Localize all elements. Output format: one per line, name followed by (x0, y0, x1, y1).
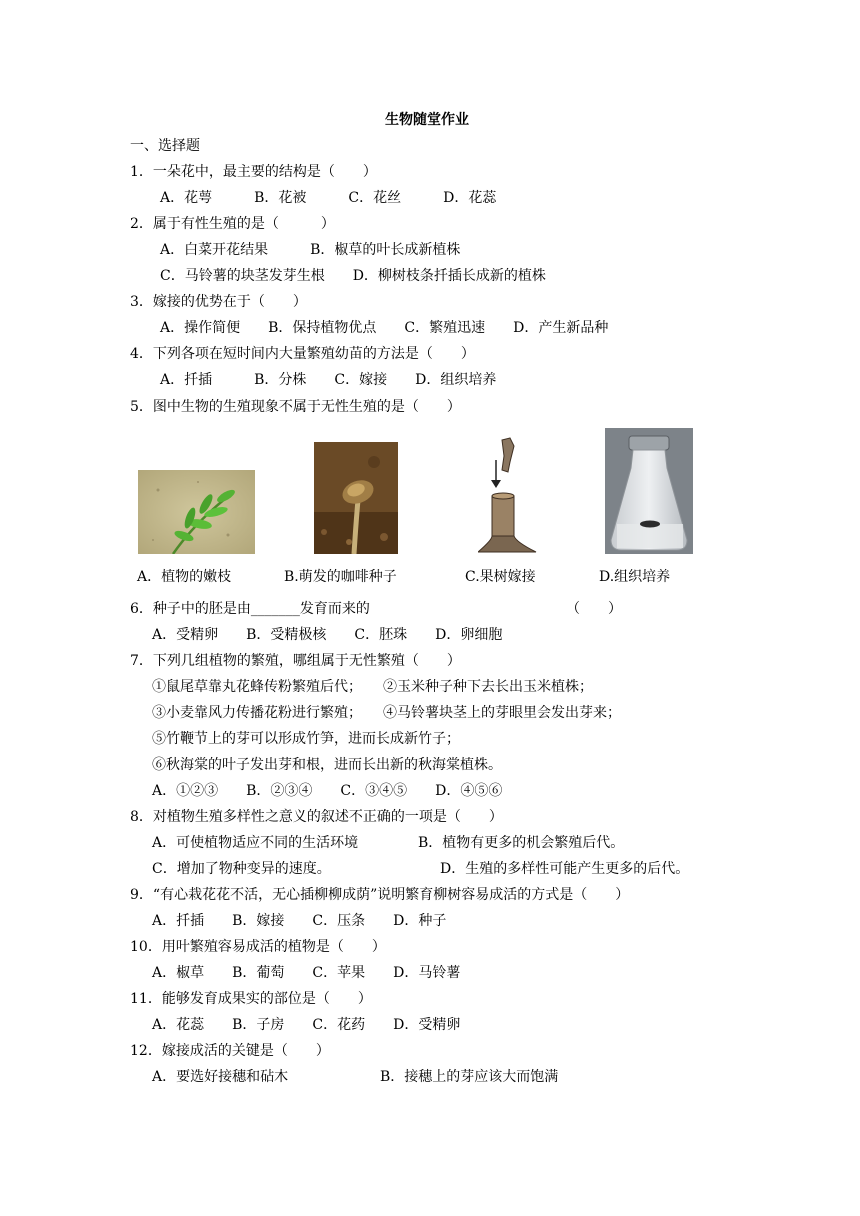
question-1-stem: 1．一朵花中，最主要的结构是（ ） (130, 164, 377, 180)
question-2-options-row2: C．马铃薯的块茎发芽生根 D．柳树枝条扦插长成新的植株 (160, 268, 546, 284)
question-7-options: A．①②③ B．②③④ C．③④⑤ D．④⑤⑥ (152, 783, 503, 799)
question-10-options: A．椒草 B．葡萄 C．苹果 D．马铃薯 (152, 965, 461, 981)
question-4-stem: 4．下列各项在短时间内大量繁殖幼苗的方法是（ ） (130, 346, 475, 362)
question-2-stem: 2．属于有性生殖的是（ ） (130, 216, 335, 232)
question-8-stem: 8．对植物生殖多样性之意义的叙述不正确的一项是（ ） (130, 809, 503, 825)
question-5-caption-c: C.果树嫁接 (465, 569, 536, 585)
question-4-options: A．扦插 B．分株 C．嫁接 D．组织培养 (160, 372, 497, 388)
question-7-item-3: ⑤竹鞭节上的芽可以形成竹笋，进而长成新竹子； (152, 731, 460, 747)
page-title: 生物随堂作业 (385, 112, 469, 128)
question-11-options: A．花蕊 B．子房 C．花药 D．受精卵 (152, 1017, 461, 1033)
question-2-options-row1: A．白菜开花结果 B．椒草的叶长成新植株 (160, 242, 461, 258)
question-7-item-1: ①鼠尾草靠丸花蜂传粉繁殖后代； ②玉米种子种下去长出玉米植株； (152, 679, 593, 695)
question-7-item-2: ③小麦靠风力传播花粉进行繁殖； ④马铃薯块茎上的芽眼里会发出芽来； (152, 705, 621, 721)
question-7-item-4: ⑥秋海棠的叶子发出芽和根，进而长出新的秋海棠植株。 (152, 757, 502, 773)
question-12-option-b: B．接穗上的芽应该大而饱满 (380, 1069, 559, 1085)
question-6-stem: 6．种子中的胚是由_______发育而来的 (130, 601, 370, 617)
question-8-option-c: C．增加了物种变异的速度。 (152, 861, 331, 877)
question-8-option-d: D．生殖的多样性可能产生更多的后代。 (440, 861, 690, 877)
question-10-stem: 10．用叶繁殖容易成活的植物是（ ） (130, 939, 386, 955)
question-5-stem: 5．图中生物的生殖现象不属于无性生殖的是（ ） (130, 399, 461, 415)
question-9-options: A．扦插 B．嫁接 C．压条 D．种子 (152, 913, 447, 929)
coffee-seed-image (314, 442, 398, 554)
question-6-options: A．受精卵 B．受精极核 C．胚珠 D．卵细胞 (152, 627, 503, 643)
question-7-stem: 7．下列几组植物的繁殖，哪组属于无性繁殖（ ） (130, 653, 461, 669)
question-3-options: A．操作简便 B．保持植物优点 C．繁殖迅速 D．产生新品种 (160, 320, 609, 336)
tissue-culture-flask-image (605, 428, 693, 554)
question-5-caption-b: B.萌发的咖啡种子 (284, 569, 397, 585)
question-1-options: A．花萼 B．花被 C．花丝 D．花蕊 (160, 190, 497, 206)
section-heading: 一、选择题 (130, 138, 200, 154)
tender-shoot-image (138, 470, 255, 554)
question-5-caption-d: D.组织培养 (599, 569, 671, 585)
question-12-stem: 12．嫁接成活的关键是（ ） (130, 1043, 330, 1059)
question-3-stem: 3．嫁接的优势在于（ ） (130, 294, 307, 310)
question-5-caption-a: A．植物的嫩枝 (137, 569, 232, 585)
grafting-diagram-image (478, 436, 538, 554)
question-11-stem: 11．能够发育成果实的部位是（ ） (130, 991, 372, 1007)
question-8-option-a: A．可使植物适应不同的生活环境 (152, 835, 359, 851)
question-6-answer-blank: （ ） (566, 601, 622, 617)
question-12-option-a: A．要选好接穗和砧木 (152, 1069, 289, 1085)
question-9-stem: 9．“有心栽花花不活，无心插柳柳成荫”说明繁育柳树容易成活的方式是（ ） (130, 887, 630, 903)
question-8-option-b: B．植物有更多的机会繁殖后代。 (418, 835, 625, 851)
